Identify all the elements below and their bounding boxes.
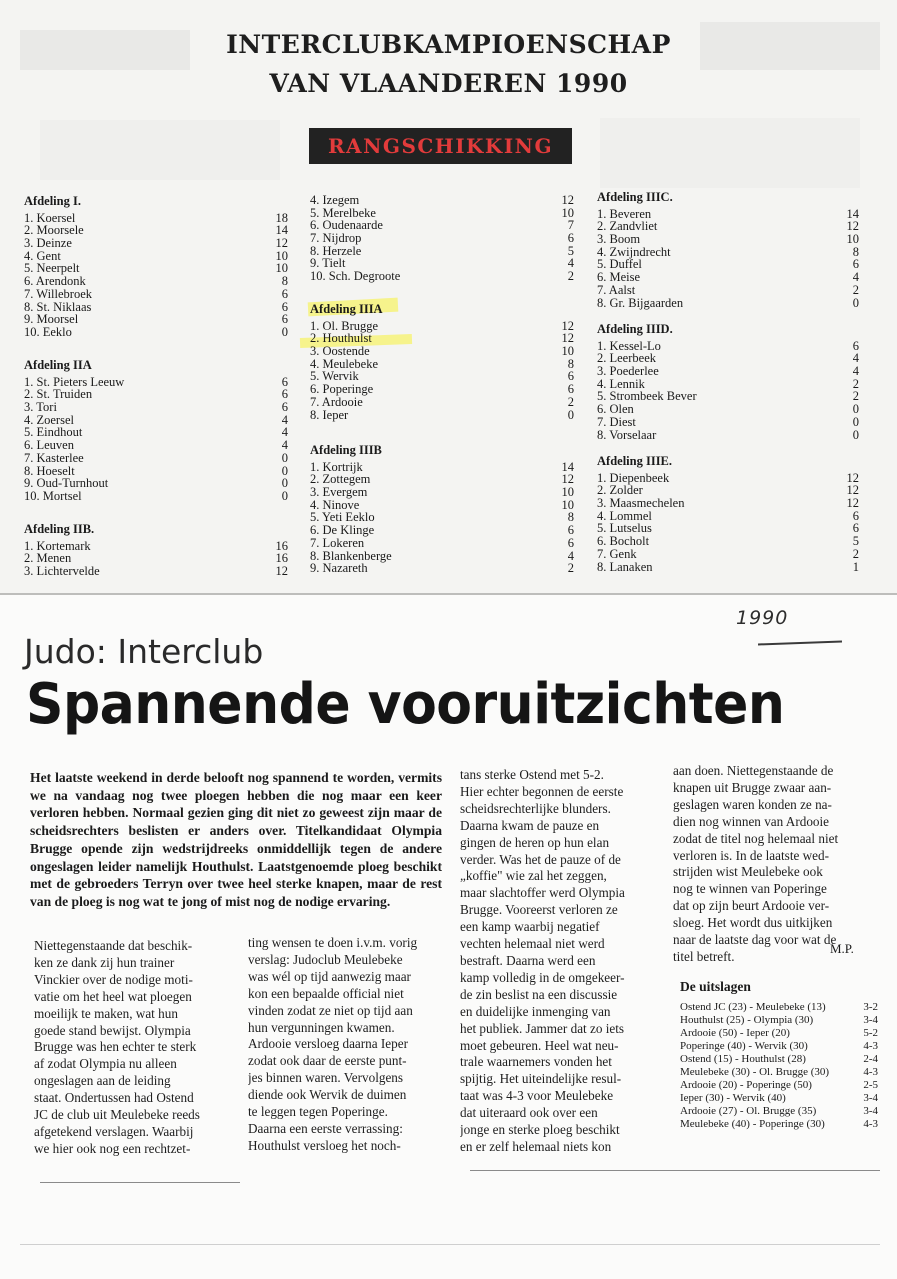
standing-row: 1. Kortrijk 14 <box>310 459 574 474</box>
standing-row: 6. Oudenaarde 7 <box>310 218 574 233</box>
rangschikking-banner: RANGSCHIKKING <box>309 128 572 164</box>
standing-row: 3. Boom 10 <box>597 232 859 247</box>
result-match: Ardooie (50) - Ieper (20) <box>680 1027 790 1039</box>
division-title: Afdeling IIB. <box>24 522 95 536</box>
text-line: de zin beslist na een discussie <box>460 986 618 1002</box>
footer-rule <box>470 1170 880 1171</box>
division-afdeling-iiib <box>310 444 574 575</box>
result-match: Poperinge (40) - Wervik (30) <box>680 1040 808 1052</box>
text-line: titel betreft. <box>673 948 735 964</box>
text-line: scheidsrechterlijke blunders. <box>460 800 611 816</box>
standing-row: 7. Diest 0 <box>597 414 859 429</box>
footer-rule <box>40 1182 240 1183</box>
standing-row: 4. Gent 10 <box>24 248 288 263</box>
standing-row: 7. Lokeren 6 <box>310 535 574 550</box>
header-title-line1: INTERCLUBKAMPIOENSCHAP <box>226 30 671 59</box>
text-line: vechten helemaal niet werd <box>460 936 605 952</box>
division-afdeling-iia <box>24 359 288 503</box>
text-line: staat. Ondertussen had Ostend <box>34 1090 194 1106</box>
text-line: aan doen. Niettegenstaande de <box>673 763 834 778</box>
standing-row: 8. Lanaken 1 <box>597 559 859 574</box>
standing-row: 3. Poederlee 4 <box>597 364 859 379</box>
text-line: spijtig. Het uiteindelijke resul- <box>460 1071 622 1087</box>
standing-row: 4. Zwijndrecht 8 <box>597 244 859 259</box>
article-column-2 <box>248 935 448 1155</box>
standing-row: 1. Ol. Brugge 12 <box>310 318 574 333</box>
text-line: Brugge was hen echter te sterk <box>34 1039 197 1055</box>
text-line: Brugge. Vooreerst verloren ze <box>460 902 618 918</box>
text-line: verloren is. In de laatste wed- <box>673 847 829 863</box>
text-line: dien nog winnen van Ardooie <box>673 813 830 829</box>
text-line: Niettegenstaande dat beschik- <box>34 938 193 953</box>
result-score: 3-4 <box>863 1092 878 1104</box>
standing-row: 3. Oostende 10 <box>310 344 574 359</box>
standing-row: 1. Beveren 14 <box>597 206 859 221</box>
text-line: kon een bepaalde official niet <box>248 985 404 1001</box>
article-lead: Het laatste weekend in derde belooft nog spannend te worden, vermits we na vandaag nog twee ploegen hebben die nog maar een keer verloren hebben. Normaal gezien ging dit niet zo geweest zijn maar de scheidsrechters beslisten er anders over. Titelkandidaat Olympia Brugge opende zijn wedstrijdreeks onmiddellijk tegen de andere ongeslagen leider namelijk Houthulst. Laatstgenoemde ploeg beschikt met de gebroeders Terryn over twee heel sterke knapen, maar de rest van de ploeg is nog wat te jong of mist nog de nodige ervaring. <box>30 770 442 909</box>
standing-row: 10. Eeklo 0 <box>24 324 288 339</box>
text-line: was wél op tijd aanwezig maar <box>248 968 411 984</box>
clipping-edge <box>0 593 897 595</box>
division-afdeling-iiid <box>597 323 859 441</box>
text-line: zodat ook daar de eerste punt- <box>248 1053 407 1069</box>
footer-rule <box>20 1244 880 1245</box>
standing-row: 8. Gr. Bijgaarden 0 <box>597 295 859 310</box>
text-line: een kamp waarbij negatief <box>460 919 600 935</box>
text-line: strijden wist Meulebeke ook <box>673 864 823 880</box>
text-line: het publiek. Jammer dat zo iets <box>460 1020 625 1036</box>
text-line: ongeslagen aan de leiding <box>34 1073 171 1089</box>
standing-row: 7. Kasterlee 0 <box>24 450 288 465</box>
article-signature: M.P. <box>830 941 854 956</box>
text-line: ken ze dank zij hun trainer <box>34 954 175 970</box>
standing-row: 2. St. Truiden 6 <box>24 387 288 402</box>
text-line: taat was 4-3 voor Meulebeke <box>460 1088 614 1104</box>
result-score: 2-5 <box>863 1079 878 1091</box>
text-line: gingen de heren op hun elan <box>460 834 610 850</box>
standing-row: 6. Meise 4 <box>597 270 859 285</box>
standing-row: 5. Eindhout 4 <box>24 425 288 440</box>
result-match: Meulebeke (30) - Ol. Brugge (30) <box>680 1066 830 1078</box>
text-line: moet gebeuren. Heel wat neu- <box>460 1037 619 1053</box>
result-score: 4-3 <box>863 1118 878 1130</box>
standing-row: 5. Wervik 6 <box>310 369 574 384</box>
result-score: 3-4 <box>863 1105 878 1117</box>
text-line: nog te winnen van Poperinge <box>673 881 827 897</box>
result-score: 4-3 <box>863 1040 878 1052</box>
text-line: maar slachtoffer werd Olympia <box>460 885 625 901</box>
standing-row: 6. De Klinge 6 <box>310 523 574 538</box>
division-afdeling-iiia <box>310 303 574 421</box>
result-match: Meulebeke (40) - Poperinge (30) <box>680 1118 825 1130</box>
standing-row: 4. Zoersel 4 <box>24 412 288 427</box>
text-line: knapen uit Brugge zwaar aan- <box>673 779 832 795</box>
standing-row: 5. Lutselus 6 <box>597 521 859 536</box>
standing-row: 1. Koersel 18 <box>24 210 288 225</box>
result-score: 2-4 <box>863 1053 878 1065</box>
division-title: Afdeling IIIB <box>310 443 382 457</box>
text-line: kamp volledig in de omgekeer- <box>460 969 625 985</box>
standing-row: 5. Strombeek Bever 2 <box>597 389 859 404</box>
text-line: Ardooie versloeg daarna Ieper <box>248 1036 409 1052</box>
text-line: en er zelf helemaal niets kon <box>460 1138 612 1154</box>
standing-row: 3. Lichtervelde 12 <box>24 564 288 579</box>
result-match: Ostend (15) - Houthulst (28) <box>680 1053 806 1065</box>
text-line: moeilijk te maken, wat hun <box>34 1005 178 1021</box>
standing-row: 9. Tielt 4 <box>310 256 574 271</box>
standing-row: 2. Menen 16 <box>24 551 288 566</box>
division-afdeling-iiic <box>597 191 859 309</box>
division-title: Afdeling IIA <box>24 358 92 372</box>
text-line: Vinckier over de nodige moti- <box>34 971 193 987</box>
standing-row: 8. Herzele 5 <box>310 243 574 258</box>
result-score: 3-2 <box>863 1001 878 1013</box>
standing-row: 6. Olen 0 <box>597 402 859 417</box>
text-line: Daarna kwam de pauze en <box>460 817 600 833</box>
standing-row: 2. Zottegem 12 <box>310 472 574 487</box>
standing-row: 6. Arendonk 8 <box>24 274 288 289</box>
division-afdeling-iiie <box>597 455 859 573</box>
standing-row: 9. Oud-Turnhout 0 <box>24 476 288 491</box>
standing-row: 1. Kessel-Lo 6 <box>597 338 859 353</box>
text-line: trale waarnemers vonden het <box>460 1054 612 1070</box>
standing-row: 5. Yeti Eeklo 8 <box>310 510 574 525</box>
standing-row: 6. Bocholt 5 <box>597 534 859 549</box>
standing-row: 2. Houthulst 12 <box>310 331 574 346</box>
article-column-1 <box>34 938 234 1158</box>
standing-row: 1. Diepenbeek 12 <box>597 470 859 485</box>
bleed-through-block <box>40 120 280 180</box>
header-title-line2: VAN VLAANDEREN 1990 <box>269 69 628 98</box>
standing-row: 5. Merelbeke 10 <box>310 205 574 220</box>
result-match: Ostend JC (23) - Meulebeke (13) <box>680 1001 826 1013</box>
text-line: dat op zijn beurt Ardooie ver- <box>673 898 830 914</box>
result-match: Ardooie (27) - Ol. Brugge (35) <box>680 1105 817 1117</box>
article-headline: Spannende vooruitzichten <box>26 672 785 737</box>
standing-row: 7. Genk 2 <box>597 546 859 561</box>
standing-row: 4. Lennik 2 <box>597 376 859 391</box>
result-match: Houthulst (25) - Olympia (30) <box>680 1014 814 1026</box>
text-line: hun vergunningen kwamen. <box>248 1019 395 1035</box>
article-kicker: Judo: Interclub <box>24 632 264 671</box>
standing-row: 10. Mortsel 0 <box>24 488 288 503</box>
result-match: Ieper (30) - Wervik (40) <box>680 1092 786 1104</box>
text-line: te leggen tegen Poperinge. <box>248 1104 388 1120</box>
standing-row: 3. Evergem 10 <box>310 485 574 500</box>
standing-row: 7. Aalst 2 <box>597 282 859 297</box>
division-title: Afdeling I. <box>24 194 81 208</box>
standing-row: 4. Lommel 6 <box>597 508 859 523</box>
text-line: diende ook Wervik de duimen <box>248 1087 407 1103</box>
text-line: bestraft. Daarna werd een <box>460 952 596 968</box>
text-line: af zodat Olympia nu alleen <box>34 1056 177 1072</box>
text-line: naar de laatste dag voor wat de <box>673 932 837 948</box>
division-afdeling-iib-continued <box>310 194 574 283</box>
article-column-3 <box>460 767 660 1156</box>
text-line: ting wensen te doen i.v.m. vorig <box>248 935 418 950</box>
text-line: sloeg. Het wordt dus uitkijken <box>673 915 833 931</box>
standing-row: 5. Duffel 6 <box>597 257 859 272</box>
standing-row: 9. Nazareth 2 <box>310 561 574 576</box>
text-line: verder. Was het de pauze of de <box>460 851 621 867</box>
standing-row: 2. Zolder 12 <box>597 483 859 498</box>
division-title: Afdeling IIIC. <box>597 190 673 204</box>
standing-row: 4. Meulebeke 8 <box>310 356 574 371</box>
standing-row: 5. Neerpelt 10 <box>24 261 288 276</box>
standing-row: 8. Vorselaar 0 <box>597 427 859 442</box>
text-line: vatie om het heel wat ploegen <box>34 988 192 1004</box>
standing-row: 2. Moorsele 14 <box>24 223 288 238</box>
standing-row: 10. Sch. Degroote 2 <box>310 269 574 284</box>
standing-row: 8. Blankenberge 4 <box>310 548 574 563</box>
text-line: we hier ook nog een rechtzet- <box>34 1140 191 1156</box>
text-line: en duidelijke inmenging van <box>460 1003 611 1019</box>
text-line: Hier echter begonnen de eerste <box>460 783 624 799</box>
standing-row: 4. Izegem 12 <box>310 193 574 207</box>
text-line: geslagen waren konden ze na- <box>673 796 832 812</box>
division-afdeling-i <box>24 195 288 339</box>
text-line: goede stand bewijst. Olympia <box>34 1022 191 1038</box>
division-title: Afdeling IIIA <box>310 302 383 316</box>
standing-row: 4. Ninove 10 <box>310 497 574 512</box>
bleed-through-block-2 <box>600 118 860 188</box>
standing-row: 9. Moorsel 6 <box>24 312 288 327</box>
standing-row: 1. St. Pieters Leeuw 6 <box>24 374 288 389</box>
standing-row: 2. Zandvliet 12 <box>597 219 859 234</box>
standing-row: 7. Nijdrop 6 <box>310 231 574 246</box>
text-line: Houthulst versloeg het noch- <box>248 1137 401 1153</box>
text-line: verslag: Judoclub Meulebeke <box>248 951 403 967</box>
text-line: jonge en sterke ploeg beschikt <box>460 1122 620 1138</box>
text-line: jes binnen waren. Vervolgens <box>248 1070 404 1086</box>
division-title: Afdeling IIID. <box>597 322 673 336</box>
standing-row: 3. Deinze 12 <box>24 236 288 251</box>
result-match: Ardooie (20) - Poperinge (50) <box>680 1079 812 1091</box>
standing-row: 6. Leuven 4 <box>24 438 288 453</box>
standing-row: 8. St. Niklaas 6 <box>24 299 288 314</box>
standing-row: 8. Hoeselt 0 <box>24 463 288 478</box>
standing-row: 8. Ieper 0 <box>310 407 574 422</box>
text-line: zodat de titel nog helemaal niet <box>673 830 839 846</box>
standing-row: 1. Kortemark 16 <box>24 538 288 553</box>
text-line: JC de club uit Meulebeke reeds <box>34 1107 200 1123</box>
division-afdeling-iib <box>24 523 288 578</box>
result-score: 5-2 <box>863 1027 878 1039</box>
text-line: vinden zodat ze niet op tijd aan <box>248 1002 413 1018</box>
result-score: 3-4 <box>863 1014 878 1026</box>
text-line: Daarna een eerste verrassing: <box>248 1120 403 1136</box>
text-line: tans sterke Ostend met 5-2. <box>460 767 604 782</box>
standing-row: 7. Willebroek 6 <box>24 286 288 301</box>
text-line: dat uiteraard ook over een <box>460 1105 598 1121</box>
text-line: afgetekend verslagen. Waarbij <box>34 1123 194 1139</box>
text-line: „koffie" wie zal het zeggen, <box>460 868 607 884</box>
standing-row: 3. Maasmechelen 12 <box>597 496 859 511</box>
results-title: De uitslagen <box>680 979 751 994</box>
standing-row: 6. Poperinge 6 <box>310 382 574 397</box>
article-column-4 <box>673 763 873 966</box>
result-score: 4-3 <box>863 1066 878 1078</box>
division-title: Afdeling IIIE. <box>597 454 673 468</box>
standing-row: 2. Leerbeek 4 <box>597 351 859 366</box>
standing-row: 3. Tori 6 <box>24 400 288 415</box>
standing-row: 7. Ardooie 2 <box>310 394 574 409</box>
handwritten-year: 1990 <box>736 607 789 629</box>
